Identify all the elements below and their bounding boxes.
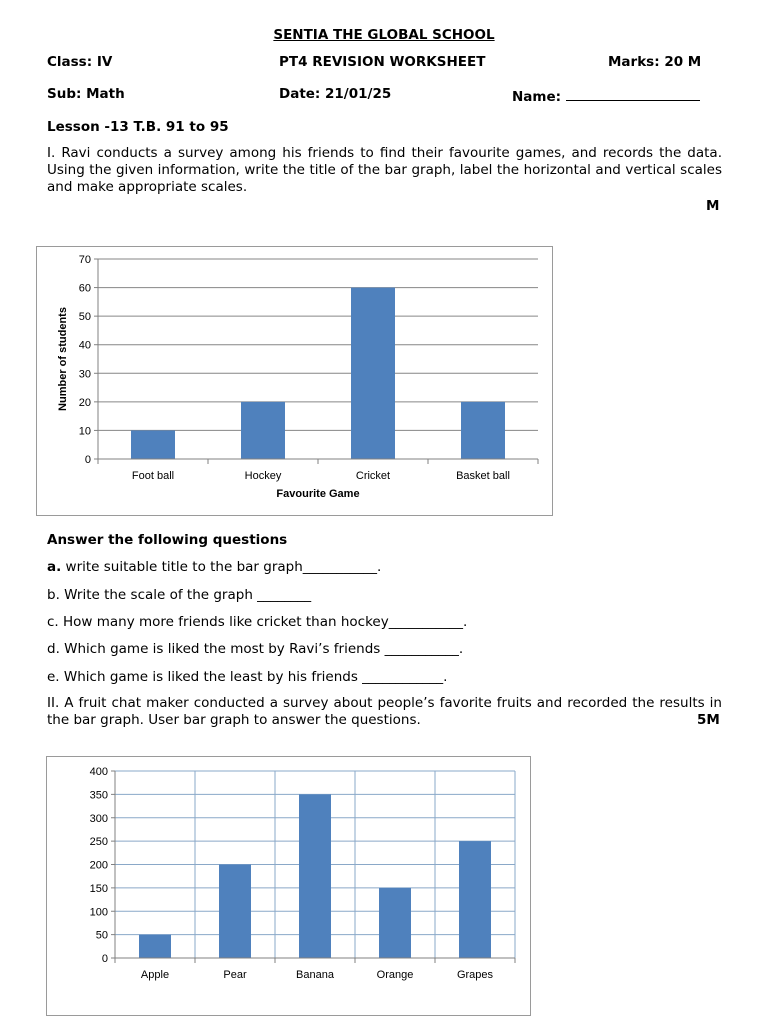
bar-banana [299,794,331,958]
date-label: Date: 21/01/25 [279,86,392,102]
section1-instruction: I. Ravi conducts a survey among his friends to find their favourite games, and records the data. Using the given information, write the title of the bar graph, label the horizontal and vertical scales and make appropriate scales. [47,145,722,195]
bar-basket-ball [461,402,505,459]
y-tick-label: 20 [78,396,91,409]
name-field[interactable] [512,86,700,105]
y-tick-label: 30 [78,368,91,381]
question-a-letter: a. [47,559,62,575]
question-a [47,559,381,575]
y-tick-label: 60 [78,282,91,295]
x-tick-label: Grapes [456,969,494,981]
x-tick-label: Apple [140,969,170,981]
school-name: SENTIA THE GLOBAL SCHOOL [273,27,495,43]
name-blank[interactable] [566,86,700,101]
x-tick-label: Banana [296,969,334,981]
question-e: e. Which game is liked the least by his friends ____________. [47,669,448,685]
section2-instruction: II. A fruit chat maker conducted a survey about people’s favorite fruits and recorded the results in the bar graph. User bar graph to answer the questions. [47,695,722,728]
y-tick-label: 250 [89,836,108,849]
name-label: Name: [512,89,562,105]
section2-marks: 5M [697,712,720,728]
bar-grapes [459,841,491,958]
bar-hockey [241,402,285,459]
bar-apple [139,935,171,958]
lesson-label: Lesson -13 T.B. 91 to 95 [47,119,229,135]
x-axis-title: Favourite Game [276,488,360,500]
x-tick-label: Basket ball [456,470,510,482]
y-tick-label: 200 [89,859,108,872]
x-tick-label: Foot ball [131,470,175,482]
worksheet-title: PT4 REVISION WORKSHEET [279,54,486,70]
bar-orange [379,888,411,958]
y-tick-label: 50 [78,311,91,324]
x-tick-label: Cricket [355,470,391,482]
subject-label: Sub: Math [47,86,125,102]
question-b: b. Write the scale of the graph ________ [47,587,312,603]
y-tick-label: 50 [95,929,108,942]
bar-pear [219,865,251,959]
bar-cricket [351,288,395,459]
games-bar-chart [37,247,552,515]
y-tick-label: 350 [89,789,108,802]
y-tick-label: 10 [78,425,91,438]
class-label: Class: IV [47,54,113,70]
section1-marks: M [706,198,720,214]
x-tick-label: Pear [223,969,247,981]
y-tick-label: 0 [101,953,108,965]
y-tick-label: 40 [78,339,91,352]
y-tick-label: 0 [84,454,91,466]
bar-foot-ball [131,430,175,459]
y-tick-label: 150 [89,882,108,895]
questions-heading: Answer the following questions [47,532,288,548]
question-a-text: write suitable title to the bar graph___________. [61,559,382,575]
games-chart-container [36,246,553,516]
question-d: d. Which game is liked the most by Ravi’s friends ___________. [47,641,464,657]
y-tick-label: 300 [89,812,108,825]
y-tick-label: 70 [78,254,91,266]
x-tick-label: Hockey [244,470,282,482]
x-tick-label: Orange [376,969,414,981]
y-axis-title: Number of students [57,307,69,411]
fruits-bar-chart [47,757,530,1015]
marks-label: Marks: 20 M [608,54,702,70]
question-c: c. How many more friends like cricket than hockey___________. [47,614,468,630]
y-tick-label: 100 [89,906,108,919]
y-tick-label: 400 [89,766,108,778]
fruits-chart-container [46,756,531,1016]
